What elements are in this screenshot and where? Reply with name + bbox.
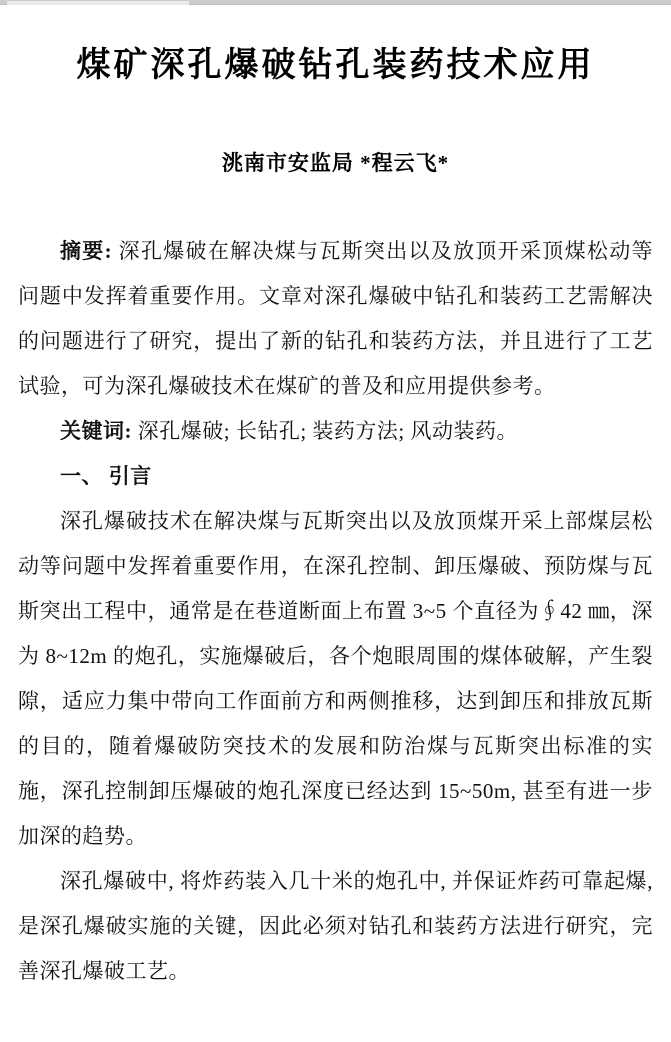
document-body	[0, 6, 671, 994]
page-top-edge	[0, 0, 671, 5]
page-top-edge-segment	[7, 1, 189, 5]
abstract-paragraph	[18, 229, 653, 409]
intro-paragraph-1: 深孔爆破技术在解决煤与瓦斯突出以及放顶煤开采上部煤层松动等问题中发挥着重要作用，在深孔控制、卸压爆破、预防煤与瓦斯突出工程中，通常是在巷道断面上布置 3~5 个直径为∮42 ㎜，深为 8~12m 的炮孔，实施爆破后，各个炮眼周围的煤体破解，产生裂隙，适应力集中带向工作面前方和两侧推移，达到卸压和排放瓦斯的目的，随着爆破防突技术的发展和防治煤与瓦斯突出标准的实施，深孔控制卸压爆破的炮孔深度已经达到 15~50m, 甚至有进一步加深的趋势。	[18, 508, 653, 848]
section-heading-introduction: 一、 引言	[60, 463, 152, 488]
keywords-paragraph	[18, 409, 653, 454]
keywords-text: 深孔爆破; 长钻孔; 装药方法; 风动装药。	[132, 418, 519, 443]
abstract-text: 深孔爆破在解决煤与瓦斯突出以及放顶开采顶煤松动等问题中发挥着重要作用。文章对深孔爆破中钻孔和装药工艺需解决的问题进行了研究，提出了新的钻孔和装药方法，并且进行了工艺试验，可为深孔爆破技术在煤矿的普及和应用提供参考。	[18, 238, 653, 398]
page-title: 煤矿深孔爆破钻孔装药技术应用	[76, 47, 595, 84]
keywords-label: 关键词:	[60, 418, 132, 443]
intro-paragraph-2: 深孔爆破中, 将炸药装入几十米的炮孔中, 并保证炸药可靠起爆, 是深孔爆破实施的关键，因此必须对钻孔和装药方法进行研究，完善深孔爆破工艺。	[18, 868, 653, 983]
abstract-label: 摘要:	[60, 238, 113, 263]
author-line: 洮南市安监局 *程云飞*	[221, 150, 450, 175]
document-text	[18, 229, 653, 994]
